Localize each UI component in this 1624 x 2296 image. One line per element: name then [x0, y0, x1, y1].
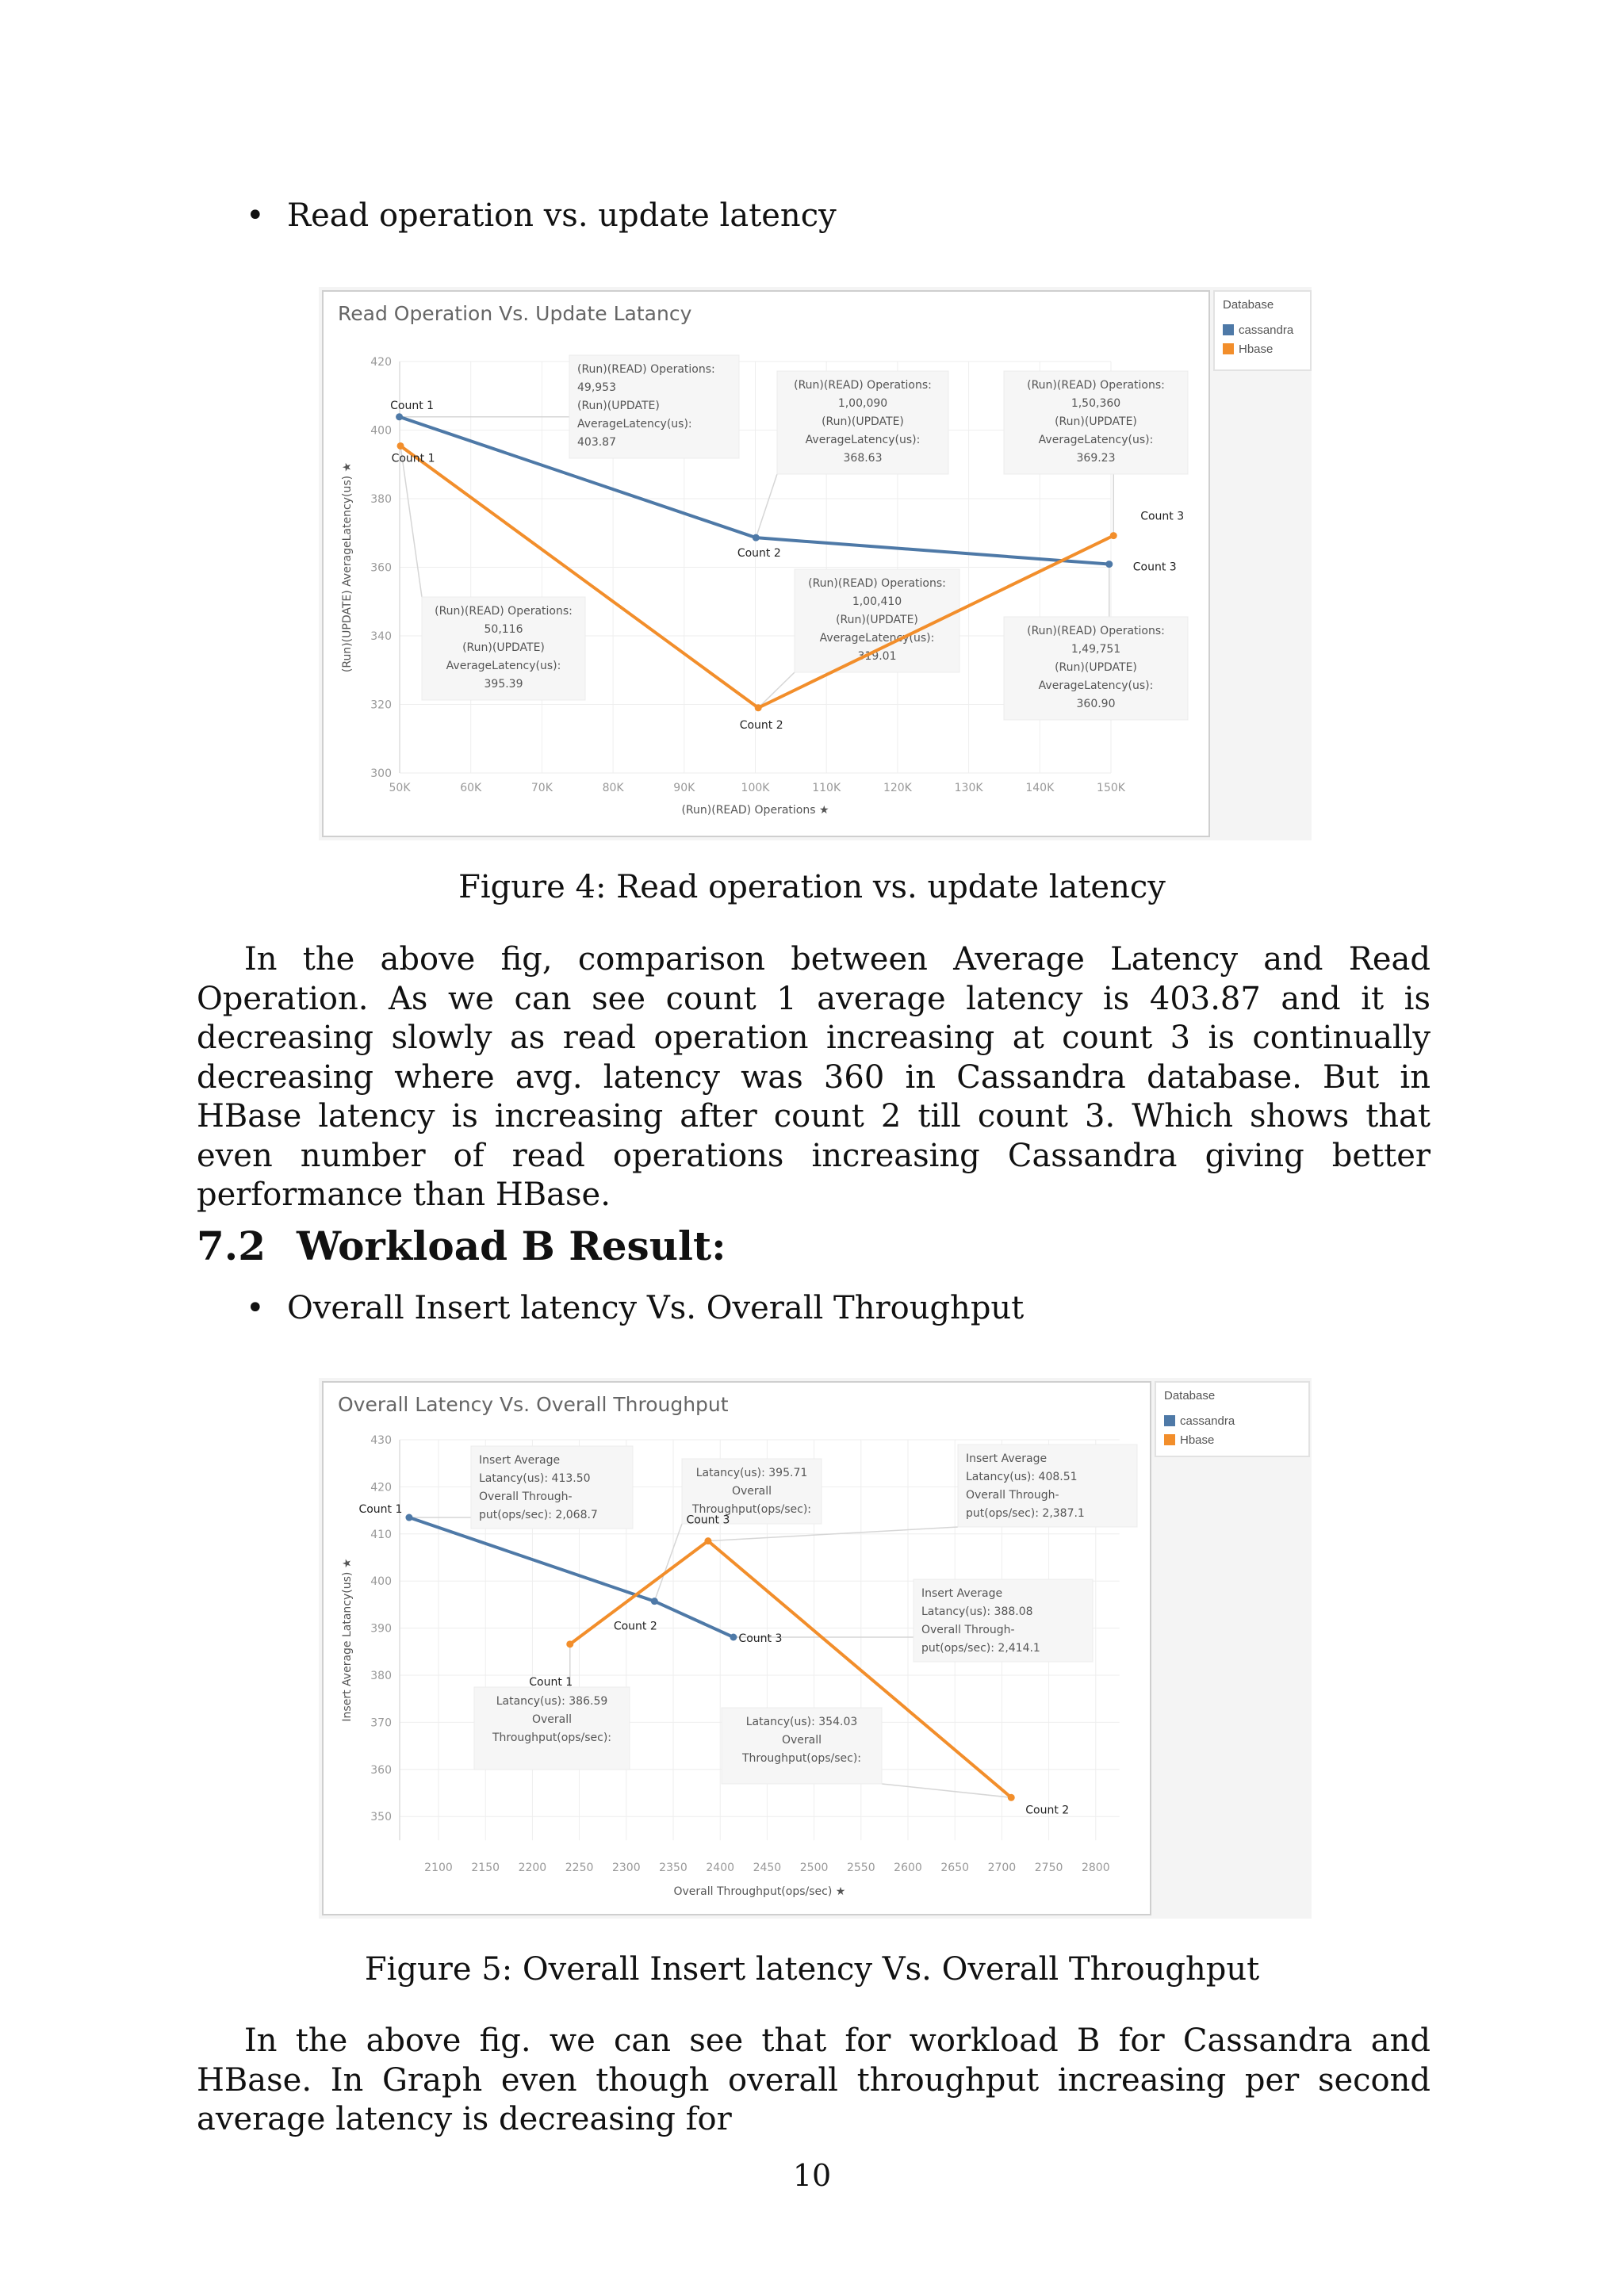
data-point: [753, 534, 760, 541]
annotation-line: 403.87: [577, 436, 616, 449]
legend-label: cassandra: [1180, 1414, 1235, 1428]
y-tick-label: 360: [370, 561, 392, 575]
point-label: Count 2: [739, 718, 783, 732]
x-tick-label: 2700: [987, 1862, 1017, 1874]
legend-title: Database: [1164, 1389, 1216, 1402]
y-tick-label: 410: [370, 1528, 392, 1541]
paragraph-1: [197, 940, 1431, 1215]
page-number: 10: [792, 2158, 832, 2193]
legend-swatch: [1164, 1415, 1175, 1426]
annotation-line: (Run)(READ) Operations:: [435, 605, 573, 618]
y-tick-label: 430: [370, 1434, 392, 1447]
annotation-line: 49,953: [577, 381, 616, 394]
x-tick-label: 2750: [1034, 1862, 1063, 1874]
chart-panel: [322, 290, 1210, 837]
data-point: [1110, 532, 1117, 539]
y-tick-label: 380: [370, 1670, 392, 1682]
x-tick-label: 110K: [812, 782, 841, 794]
annotation-line: Overall Through-: [966, 1489, 1059, 1502]
annotation-leader: [400, 446, 422, 597]
point-label: Count 2: [613, 1620, 657, 1633]
paragraph-text: In the above fig. we can see that for workload B for Cassandra and HBase. In Graph even though overall throughput increasing per second average latency is decreasing for: [197, 2022, 1431, 2137]
point-label: Count 1: [390, 399, 435, 412]
annotation-line: (Run)(UPDATE): [1055, 415, 1137, 428]
annotation-line: 1,50,360: [1071, 397, 1121, 410]
x-tick-label: 2600: [894, 1862, 922, 1874]
x-tick-label: 2450: [753, 1862, 782, 1874]
chart-read-vs-update: [324, 292, 1208, 836]
annotation-line: AverageLatency(us):: [446, 660, 561, 672]
annotation-leader: [758, 672, 795, 708]
point-label: Count 2: [1025, 1804, 1070, 1817]
annotation-line: put(ops/sec): 2,068.7: [479, 1509, 598, 1521]
series-line-cassandra: [409, 1517, 733, 1637]
paragraph-2: [197, 2022, 1431, 2140]
annotation-line: 369.23: [1076, 452, 1116, 465]
annotation-line: Latancy(us): 386.59: [496, 1695, 608, 1708]
annotation-line: Latancy(us): 395.71: [695, 1467, 808, 1479]
annotation-line: 360.90: [1076, 698, 1116, 710]
y-tick-label: 420: [370, 356, 392, 369]
legend-swatch: [1223, 343, 1234, 354]
annotation-line: 395.39: [484, 678, 523, 691]
point-label: Count 2: [737, 547, 781, 561]
point-label: Count 3: [686, 1513, 730, 1527]
x-tick-label: 2150: [471, 1862, 500, 1874]
annotation-line: (Run)(UPDATE): [577, 400, 660, 412]
point-label: Count 3: [1140, 510, 1185, 523]
x-tick-label: 2650: [940, 1862, 970, 1874]
annotation-line: (Run)(UPDATE): [836, 614, 918, 626]
annotation-line: Throughput(ops/sec):: [691, 1503, 812, 1516]
annotation-line: Latancy(us): 408.51: [966, 1471, 1078, 1483]
bullet-text: Overall Insert latency Vs. Overall Throughput: [287, 1290, 1025, 1326]
x-tick-label: 2550: [846, 1862, 875, 1874]
legend-label: cassandra: [1239, 323, 1294, 337]
annotation-line: (Run)(READ) Operations:: [794, 379, 932, 392]
point-label: Count 3: [1132, 561, 1177, 574]
x-tick-label: 80K: [602, 782, 624, 794]
legend-item-hbase: [1164, 1433, 1214, 1447]
data-point: [397, 442, 404, 450]
annotation-line: (Run)(READ) Operations:: [1027, 379, 1165, 392]
x-tick-label: 2800: [1081, 1862, 1110, 1874]
y-tick-label: 400: [370, 1575, 392, 1589]
bullet-text: Read operation vs. update latency: [287, 197, 837, 234]
x-tick-label: 2250: [565, 1862, 594, 1874]
annotation-line: (Run)(UPDATE): [822, 415, 904, 428]
data-point: [704, 1537, 711, 1544]
annotation-line: AverageLatency(us):: [577, 418, 692, 430]
legend-item-hbase: [1223, 342, 1273, 356]
annotation-leader: [882, 1784, 1011, 1797]
legend-swatch: [1223, 324, 1234, 335]
chart-legend: [1213, 290, 1312, 371]
annotation-line: (Run)(UPDATE): [1055, 661, 1137, 674]
figure-5: [319, 1378, 1312, 1919]
x-tick-label: 50K: [389, 782, 411, 794]
paragraph-text: In the above fig, comparison between Average Latency and Read Operation. As we can see count 1 average latency is 403.87 and it is decreasing slowly as read operation increasing at count 3 is continually decreasing where avg. latency was 360 in Cassandra database. But in HBase latency is increasing after count 2 till count 3. Which shows that even number of read operations increasing Cassandra giving better performance than HBase.: [197, 941, 1431, 1213]
bullet-icon: •: [246, 1290, 265, 1326]
chart-panel: [322, 1381, 1151, 1915]
annotation-line: (Run)(UPDATE): [462, 641, 545, 654]
annotation-line: 1,00,410: [852, 595, 902, 608]
x-tick-label: 130K: [954, 782, 983, 794]
legend-item-cassandra: [1164, 1414, 1235, 1428]
data-point: [730, 1634, 737, 1641]
annotation-line: Overall: [781, 1734, 822, 1747]
annotation-line: put(ops/sec): 2,414.1: [921, 1642, 1040, 1655]
annotation-line: 368.63: [843, 452, 883, 465]
annotation-line: AverageLatency(us):: [805, 434, 921, 446]
x-tick-label: 2100: [424, 1862, 453, 1874]
legend-item-cassandra: [1223, 323, 1293, 337]
x-axis-title: Overall Throughput(ops/sec) ★: [673, 1885, 846, 1898]
annotation-line: Latancy(us): 413.50: [479, 1472, 591, 1485]
series-line-cassandra: [400, 417, 1109, 564]
annotation-line: Latancy(us): 354.03: [745, 1716, 858, 1728]
x-axis-title: (Run)(READ) Operations ★: [681, 804, 829, 817]
annotation-line: AverageLatency(us):: [1038, 434, 1154, 446]
y-tick-label: 300: [370, 767, 392, 780]
y-axis-title: Insert Average Latancy(us) ★: [341, 1558, 354, 1722]
data-point: [405, 1514, 412, 1521]
annotation-leader: [756, 474, 777, 538]
y-tick-label: 360: [370, 1763, 392, 1777]
annotation-line: 50,116: [484, 623, 523, 636]
legend-swatch: [1164, 1434, 1175, 1445]
y-tick-label: 390: [370, 1622, 392, 1636]
annotation-line: 319.01: [857, 650, 897, 663]
x-tick-label: 2500: [799, 1862, 829, 1874]
figure-4: [319, 287, 1312, 840]
y-tick-label: 340: [370, 630, 392, 643]
data-point: [396, 413, 403, 420]
y-tick-label: 320: [370, 698, 392, 712]
annotation-line: 1,00,090: [837, 397, 888, 410]
annotation-line: Overall: [531, 1713, 573, 1726]
x-tick-label: 70K: [530, 782, 553, 794]
figure-4-caption: Figure 4: Read operation vs. update latency: [458, 869, 1166, 905]
y-axis-title: (Run)(UPDATE) AverageLatency(us) ★: [341, 461, 354, 673]
annotation-line: put(ops/sec): 2,387.1: [966, 1507, 1085, 1520]
annotation-line: Insert Average: [966, 1452, 1048, 1465]
x-tick-label: 2200: [518, 1862, 547, 1874]
x-tick-label: 150K: [1097, 782, 1125, 794]
x-tick-label: 60K: [460, 782, 482, 794]
annotation-line: Insert Average: [479, 1454, 561, 1467]
annotation-line: Overall: [731, 1485, 772, 1498]
data-point: [1008, 1794, 1015, 1801]
chart-legend: [1155, 1381, 1310, 1457]
bullet-item-1: [246, 197, 837, 235]
data-point: [651, 1598, 658, 1605]
legend-label: Hbase: [1239, 342, 1274, 356]
y-tick-label: 370: [370, 1716, 392, 1730]
point-label: Count 3: [738, 1632, 783, 1646]
annotation-line: Throughput(ops/sec):: [492, 1732, 612, 1744]
y-tick-label: 400: [370, 424, 392, 438]
annotation-line: (Run)(READ) Operations:: [1027, 625, 1165, 637]
chart-title: Read Operation Vs. Update Latancy: [338, 302, 692, 325]
point-label: Count 1: [391, 452, 435, 465]
point-label: Count 1: [529, 1675, 573, 1689]
y-tick-label: 420: [370, 1481, 392, 1494]
chart-title: Overall Latency Vs. Overall Throughput: [338, 1393, 729, 1416]
y-tick-label: 380: [370, 493, 392, 506]
point-label: Count 1: [358, 1503, 403, 1517]
bullet-icon: •: [246, 197, 265, 234]
x-tick-label: 90K: [673, 782, 695, 794]
data-point: [566, 1640, 573, 1647]
chart-latency-vs-throughput: [324, 1383, 1150, 1914]
figure-5-caption: Figure 5: Overall Insert latency Vs. Overall Throughput: [364, 1951, 1260, 1988]
section-number: 7.2: [197, 1223, 266, 1269]
annotation-line: Overall Through-: [479, 1490, 573, 1503]
annotation-line: (Run)(READ) Operations:: [808, 577, 946, 590]
annotation-line: 1,49,751: [1071, 643, 1121, 656]
annotation-line: AverageLatency(us):: [1038, 679, 1154, 692]
annotation-line: Latancy(us): 388.08: [921, 1605, 1033, 1618]
annotation-line: (Run)(READ) Operations:: [577, 363, 715, 376]
annotation-line: Overall Through-: [921, 1624, 1015, 1636]
x-tick-label: 2400: [706, 1862, 735, 1874]
x-tick-label: 120K: [883, 782, 912, 794]
section-title: Workload B Result:: [297, 1223, 726, 1269]
annotation-line: AverageLatency(us):: [819, 632, 935, 645]
data-point: [1105, 561, 1113, 568]
section-heading: [197, 1223, 726, 1270]
x-tick-label: 2350: [659, 1862, 688, 1874]
x-tick-label: 140K: [1025, 782, 1055, 794]
annotation-line: Insert Average: [921, 1587, 1003, 1600]
annotation-line: Throughput(ops/sec):: [741, 1752, 862, 1765]
legend-label: Hbase: [1180, 1433, 1215, 1447]
data-point: [755, 704, 762, 711]
bullet-item-2: [246, 1289, 1025, 1327]
y-tick-label: 350: [370, 1811, 392, 1824]
legend-title: Database: [1223, 298, 1274, 312]
x-tick-label: 2300: [611, 1862, 641, 1874]
x-tick-label: 100K: [741, 782, 770, 794]
